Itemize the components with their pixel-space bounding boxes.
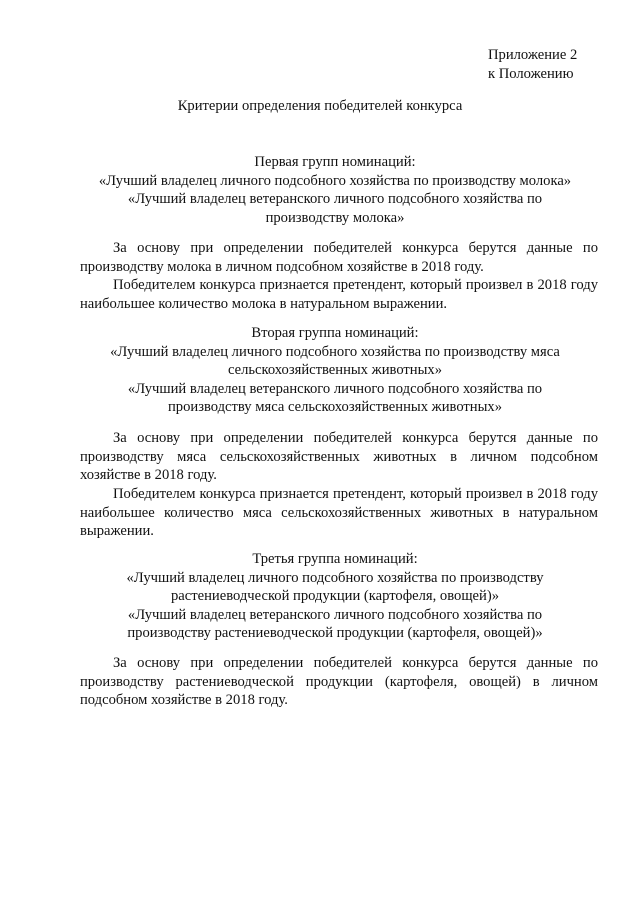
group-2-nomination-line: сельскохозяйственных животных»: [227, 362, 443, 379]
group-3-nomination-line: растениеводческой продукции (картофеля, овощей)»: [170, 588, 500, 605]
group-3-nomination-line: производству растениеводческой продукции (картофеля, овощей)»: [127, 625, 543, 642]
group-1-header: [70, 153, 600, 227]
group-3-header: [70, 550, 600, 643]
group-1-nomination-line: «Лучший владелец ветеранского личного подсобного хозяйства по: [127, 191, 543, 208]
group-3-nomination-line: «Лучший владелец личного подсобного хозяйства по производству: [126, 569, 544, 586]
group-2-nomination-line: «Лучший владелец личного подсобного хозяйства по производству мяса: [110, 343, 560, 360]
group-3-basis-paragraph: За основу при определении победителей конкурса берутся данные по производству растениеводческой продукции (картофеля, овощей) в личном подсобном хозяйстве в 2018 году.: [80, 655, 598, 709]
group-3-nomination-line: «Лучший владелец ветеранского личного подсобного хозяйства по: [127, 606, 543, 623]
group-2-winner-paragraph: Победителем конкурса признается претендент, который произвел в 2018 году наибольшее количество мяса сельскохозяйственных животных в натуральном выражении.: [80, 486, 598, 540]
group-2-heading: Вторая группа номинаций:: [251, 325, 419, 341]
annex-line-2: к Положению: [488, 66, 574, 82]
group-1-winner-paragraph: Победителем конкурса признается претендент, который произвел в 2018 году наибольшее количество молока в натуральном выражении.: [80, 277, 598, 312]
annex-header: [488, 46, 577, 84]
group-1-basis-paragraph: За основу при определении победителей конкурса берутся данные по производству молока в личном подсобном хозяйстве в 2018 году.: [80, 240, 598, 275]
group-2-basis-paragraph: За основу при определении победителей конкурса берутся данные по производству мяса сельскохозяйственных животных в личном подсобном хозяйстве в 2018 году.: [80, 430, 598, 484]
group-2-nomination-line: «Лучший владелец ветеранского личного подсобного хозяйства по: [127, 380, 543, 397]
group-1-nomination-line: производству молока»: [265, 209, 405, 226]
annex-line-1: Приложение 2: [488, 47, 578, 63]
document-title: Критерии определения победителей конкурса: [177, 98, 463, 114]
group-1-nomination-line: «Лучший владелец личного подсобного хозяйства по производству молока»: [98, 172, 572, 189]
group-2-header: [70, 324, 600, 417]
group-3-heading: Третья группа номинаций:: [252, 551, 418, 567]
group-2-nomination-line: производству мяса сельскохозяйственных животных»: [167, 399, 503, 416]
group-1-heading: Первая групп номинаций:: [254, 154, 416, 170]
